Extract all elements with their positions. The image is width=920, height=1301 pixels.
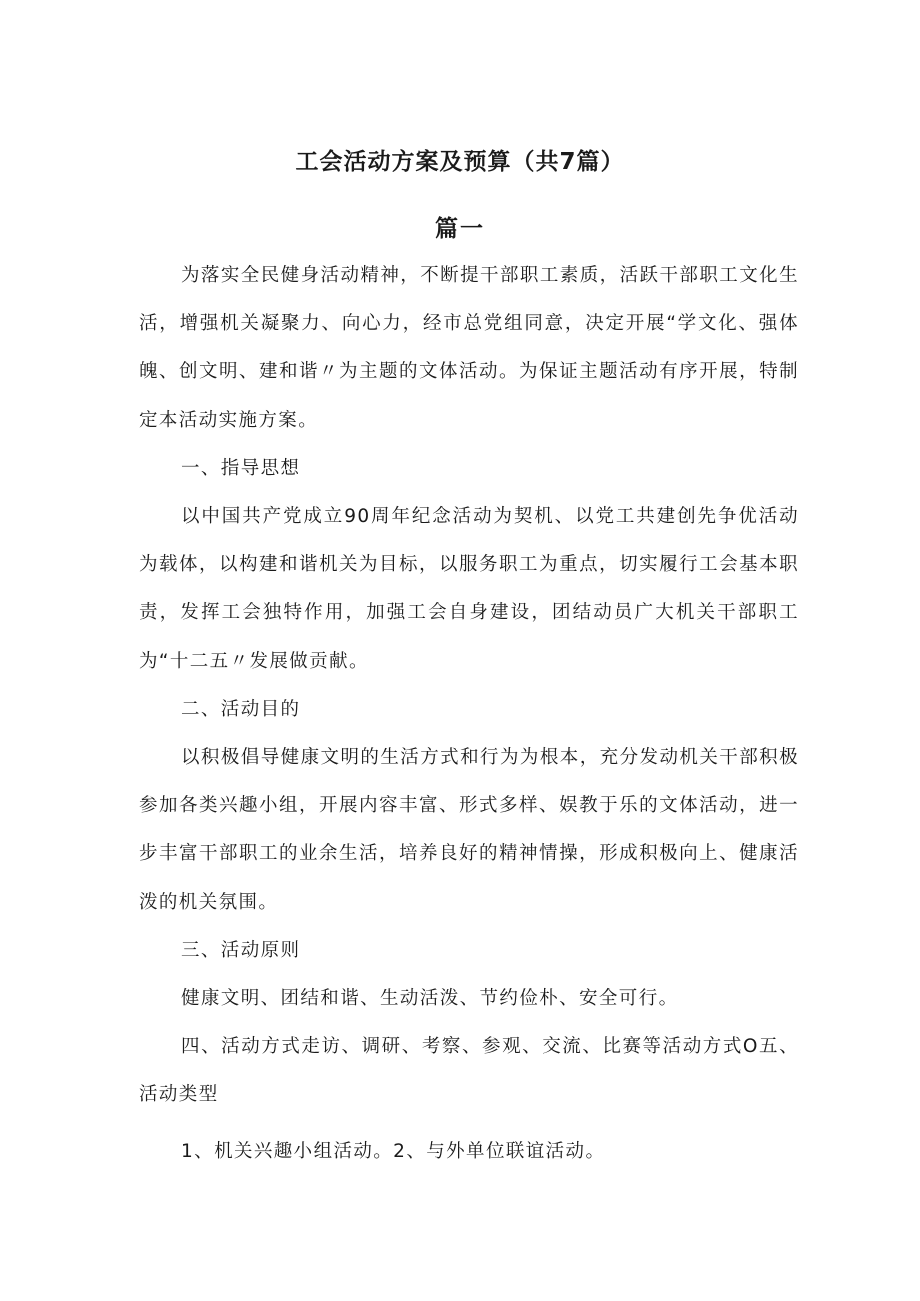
paragraph-activity-methods: 四、活动方式走访、调研、考察、参观、交流、比赛等活动方式O五、活动类型	[139, 1036, 799, 1106]
heading-guiding-thought: 一、指导思想	[181, 457, 301, 479]
paragraph-activity-purpose: 以积极倡导健康文明的生活方式和行为为根本，充分发动机关干部积极参加各类兴趣小组，开展内容丰富、形式多样、娱教于乐的文体活动，进一步丰富干部职工的业余生活，培养良好的精神情操，形成积极向上、健康活泼的机关氛围。	[139, 747, 799, 913]
document-body	[139, 252, 799, 1176]
section-title: 篇一	[435, 216, 485, 242]
paragraph-guiding-thought: 以中国共产党成立90周年纪念活动为契机、以党工共建创先争优活动为载体，以构建和谐机关为目标，以服务职工为重点，切实履行工会基本职责，发挥工会独特作用，加强工会自身建设，团结动员广大机关干部职工为“十二五〃发展做贡献。	[139, 506, 799, 672]
document-title: 工会活动方案及预算（共7篇）	[295, 149, 625, 175]
paragraph-activity-principles: 健康文明、团结和谐、生动活泼、节约俭朴、安全可行。	[181, 988, 679, 1010]
heading-activity-principles: 三、活动原则	[181, 939, 301, 961]
paragraph-intro: 为落实全民健身活动精神，不断提干部职工素质，活跃干部职工文化生活，增强机关凝聚力、向心力，经市总党组同意，决定开展“学文化、强体魄、创文明、建和谐〃为主题的文体活动。为保证主题活动有序开展，特制定本活动实施方案。	[139, 265, 799, 431]
heading-activity-purpose: 二、活动目的	[181, 698, 301, 720]
paragraph-activity-types: 1、机关兴趣小组活动。2、与外单位联谊活动。	[181, 1140, 606, 1162]
